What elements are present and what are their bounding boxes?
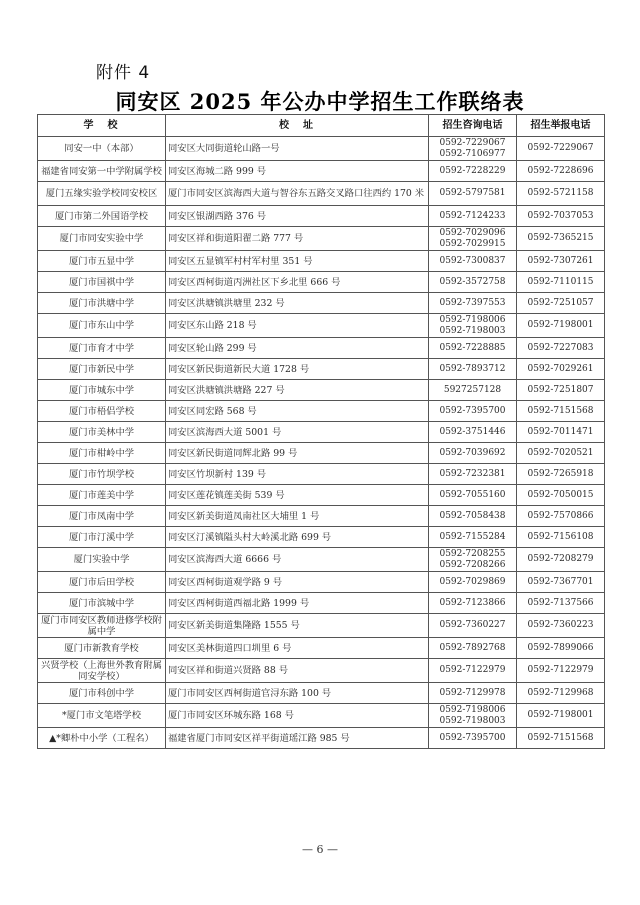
school-name-cell: ▲*卿朴中小学（工程名） bbox=[38, 728, 166, 749]
school-address-cell: 同安区西柯街道观学路 9 号 bbox=[166, 572, 429, 593]
table-row bbox=[38, 614, 605, 638]
report-phone-cell: 0592-7050015 bbox=[517, 485, 605, 506]
school-name-cell: 厦门市新民中学 bbox=[38, 359, 166, 380]
school-name-cell: 厦门市新教育学校 bbox=[38, 638, 166, 659]
school-name-cell: 厦门市城东中学 bbox=[38, 380, 166, 401]
consult-phone-cell bbox=[429, 683, 517, 704]
consult-phone-cell bbox=[429, 251, 517, 272]
consult-phone-cell bbox=[429, 464, 517, 485]
consult-phone-number: 0592-7029915 bbox=[439, 238, 506, 249]
consult-phone-number: 0592-7360227 bbox=[439, 620, 506, 630]
school-name-cell: 厦门市洪塘中学 bbox=[38, 293, 166, 314]
consult-phone-cell bbox=[429, 548, 517, 572]
report-phone-cell: 0592-7156108 bbox=[517, 527, 605, 548]
consult-phone-number: 0592-7198003 bbox=[439, 325, 506, 336]
consult-phone-number: 0592-7198006 bbox=[439, 704, 506, 715]
report-phone-cell: 0592-7229067 bbox=[517, 137, 605, 161]
school-address-cell: 同安区西柯街道丙洲社区下乡北里 666 号 bbox=[166, 272, 429, 293]
school-name-cell: 厦门实验中学 bbox=[38, 548, 166, 572]
consult-phone-number: 0592-7123866 bbox=[439, 597, 506, 608]
school-address-cell: 同安区祥和街道阳翟二路 777 号 bbox=[166, 227, 429, 251]
report-phone-cell: 0592-7037053 bbox=[517, 206, 605, 227]
report-phone-cell: 0592-7011471 bbox=[517, 422, 605, 443]
header-school: 学 校 bbox=[38, 115, 166, 137]
consult-phone-cell bbox=[429, 422, 517, 443]
school-address-cell: 同安区洪塘镇洪塘路 227 号 bbox=[166, 380, 429, 401]
school-address-cell: 厦门市同安区西柯街道官浔东路 100 号 bbox=[166, 683, 429, 704]
school-address-cell: 同安区洪塘镇洪塘里 232 号 bbox=[166, 293, 429, 314]
school-address-cell: 同安区海城二路 999 号 bbox=[166, 161, 429, 182]
consult-phone-number: 0592-7228229 bbox=[439, 165, 506, 176]
consult-phone-cell bbox=[429, 161, 517, 182]
school-name-cell: 厦门市梧侣学校 bbox=[38, 401, 166, 422]
consult-phone-number: 0592-7124233 bbox=[439, 210, 506, 221]
consult-phone-cell bbox=[429, 293, 517, 314]
school-name-cell: 厦门市育才中学 bbox=[38, 338, 166, 359]
consult-phone-number: 0592-7232381 bbox=[439, 468, 506, 479]
consult-phone-number: 0592-7029096 bbox=[439, 227, 506, 238]
document-title: 同安区 2025 年公办中学招生工作联络表 bbox=[115, 89, 525, 114]
consult-phone-cell bbox=[429, 638, 517, 659]
report-phone-cell: 0592-7307261 bbox=[517, 251, 605, 272]
report-phone-cell: 0592-7367701 bbox=[517, 572, 605, 593]
consult-phone-cell bbox=[429, 359, 517, 380]
report-phone-cell: 0592-7208279 bbox=[517, 548, 605, 572]
consult-phone-cell bbox=[429, 443, 517, 464]
school-address-cell: 厦门市同安区滨海西大道与智谷东五路交叉路口往西约 170 米 bbox=[166, 182, 429, 206]
school-address-cell: 同安区竹坝新村 139 号 bbox=[166, 464, 429, 485]
report-phone-cell: 0592-7020521 bbox=[517, 443, 605, 464]
school-address-cell: 同安区五显镇军村村军村里 351 号 bbox=[166, 251, 429, 272]
report-phone-cell: 0592-7570866 bbox=[517, 506, 605, 527]
consult-phone-number: 0592-7055160 bbox=[439, 489, 506, 500]
report-phone-cell: 0592-7151568 bbox=[517, 728, 605, 749]
consult-phone-cell bbox=[429, 272, 517, 293]
table-row bbox=[38, 548, 605, 572]
table-row bbox=[38, 704, 605, 728]
consult-phone-number: 0592-7106977 bbox=[439, 148, 506, 159]
consult-phone-cell bbox=[429, 182, 517, 206]
school-name-cell: 厦门市滨城中学 bbox=[38, 593, 166, 614]
report-phone-cell: 0592-7198001 bbox=[517, 704, 605, 728]
table-row bbox=[38, 227, 605, 251]
school-name-cell: 厦门市后田学校 bbox=[38, 572, 166, 593]
table-row bbox=[38, 251, 605, 272]
report-phone-cell: 0592-7899066 bbox=[517, 638, 605, 659]
consult-phone-cell bbox=[429, 380, 517, 401]
consult-phone-number: 5927257128 bbox=[443, 384, 502, 395]
school-address-cell: 厦门市同安区环城东路 168 号 bbox=[166, 704, 429, 728]
school-address-cell: 同安区新美街道集隆路 1555 号 bbox=[166, 614, 429, 638]
consult-phone-number: 0592-7208266 bbox=[439, 559, 506, 570]
school-address-cell: 同安区轮山路 299 号 bbox=[166, 338, 429, 359]
consult-phone-cell bbox=[429, 206, 517, 227]
school-address-cell: 同安区滨海西大道 5001 号 bbox=[166, 422, 429, 443]
report-phone-cell: 0592-7029261 bbox=[517, 359, 605, 380]
table-row bbox=[38, 182, 605, 206]
consult-phone-number: 0592-7395700 bbox=[439, 405, 506, 416]
consult-phone-number: 0592-7397553 bbox=[439, 297, 506, 308]
table-row bbox=[38, 506, 605, 527]
table-row bbox=[38, 422, 605, 443]
consult-phone-number: 0592-7229067 bbox=[439, 137, 506, 148]
consult-phone-number: 0592-7208255 bbox=[439, 548, 506, 559]
table-row bbox=[38, 338, 605, 359]
consult-phone-number: 0592-7198003 bbox=[439, 715, 506, 726]
report-phone-cell: 0592-7227083 bbox=[517, 338, 605, 359]
consult-phone-number: 0592-7198006 bbox=[439, 314, 506, 325]
consult-phone-number: 0592-5797581 bbox=[439, 188, 506, 198]
school-name-cell: 厦门市国祺中学 bbox=[38, 272, 166, 293]
page-number: — 6 — bbox=[302, 843, 338, 856]
consult-phone-cell bbox=[429, 614, 517, 638]
header-consult-phone: 招生咨询电话 bbox=[429, 115, 517, 137]
school-name-cell: 厦门五缘实验学校同安校区 bbox=[38, 182, 166, 206]
consult-phone-number: 0592-7395700 bbox=[439, 732, 506, 743]
school-address-cell: 同安区新民街道同辉北路 99 号 bbox=[166, 443, 429, 464]
report-phone-cell: 0592-7122979 bbox=[517, 659, 605, 683]
consult-phone-number: 0592-7129978 bbox=[439, 687, 506, 698]
school-name-cell: 厦门市竹坝学校 bbox=[38, 464, 166, 485]
school-address-cell: 同安区滨海西大道 6666 号 bbox=[166, 548, 429, 572]
consult-phone-cell bbox=[429, 137, 517, 161]
school-name-cell: 兴贤学校（上海世外教育附属同安学校） bbox=[38, 659, 166, 683]
school-address-cell: 同安区祥和街道兴贤路 88 号 bbox=[166, 659, 429, 683]
school-address-cell: 同安区银湖西路 376 号 bbox=[166, 206, 429, 227]
report-phone-cell: 0592-7365215 bbox=[517, 227, 605, 251]
school-name-cell: 福建省同安第一中学附属学校 bbox=[38, 161, 166, 182]
table-row bbox=[38, 464, 605, 485]
consult-phone-number: 0592-3751446 bbox=[439, 426, 506, 437]
report-phone-cell: 0592-5721158 bbox=[517, 182, 605, 206]
header-row bbox=[38, 115, 605, 137]
school-address-cell: 同安区新民街道新民大道 1728 号 bbox=[166, 359, 429, 380]
report-phone-cell: 0592-7228696 bbox=[517, 161, 605, 182]
table-row bbox=[38, 293, 605, 314]
table-row bbox=[38, 272, 605, 293]
report-phone-cell: 0592-7265918 bbox=[517, 464, 605, 485]
table-row bbox=[38, 659, 605, 683]
school-name-cell: 厦门市五显中学 bbox=[38, 251, 166, 272]
consult-phone-number: 0592-7300837 bbox=[439, 255, 506, 266]
school-name-cell: 厦门市同安区教师进修学校附属中学 bbox=[38, 614, 166, 638]
consult-phone-number: 0592-7893712 bbox=[439, 363, 506, 374]
school-name-cell: 厦门市莲美中学 bbox=[38, 485, 166, 506]
consult-phone-number: 0592-7892768 bbox=[439, 642, 506, 653]
table-row bbox=[38, 359, 605, 380]
table-row bbox=[38, 728, 605, 749]
report-phone-cell: 0592-7251057 bbox=[517, 293, 605, 314]
consult-phone-cell bbox=[429, 593, 517, 614]
contact-table bbox=[37, 114, 605, 749]
table-row bbox=[38, 593, 605, 614]
school-name-cell: 厦门市东山中学 bbox=[38, 314, 166, 338]
school-address-cell: 同安区东山路 218 号 bbox=[166, 314, 429, 338]
table-row bbox=[38, 527, 605, 548]
consult-phone-cell bbox=[429, 485, 517, 506]
report-phone-cell: 0592-7151568 bbox=[517, 401, 605, 422]
table-row bbox=[38, 638, 605, 659]
header-address: 校 址 bbox=[166, 115, 429, 137]
consult-phone-number: 0592-7228885 bbox=[439, 342, 506, 353]
consult-phone-cell bbox=[429, 659, 517, 683]
consult-phone-number: 0592-7029869 bbox=[439, 576, 506, 587]
school-address-cell: 同安区同宏路 568 号 bbox=[166, 401, 429, 422]
table-row bbox=[38, 206, 605, 227]
school-address-cell: 同安区新美街道凤南社区大埔里 1 号 bbox=[166, 506, 429, 527]
consult-phone-number: 0592-7058438 bbox=[439, 510, 506, 521]
consult-phone-cell bbox=[429, 728, 517, 749]
school-name-cell: 厦门市凤南中学 bbox=[38, 506, 166, 527]
school-address-cell: 同安区西柯街道西福北路 1999 号 bbox=[166, 593, 429, 614]
school-name-cell: 厦门市科创中学 bbox=[38, 683, 166, 704]
consult-phone-cell bbox=[429, 314, 517, 338]
consult-phone-number: 0592-7155284 bbox=[439, 531, 506, 542]
table-row bbox=[38, 443, 605, 464]
consult-phone-number: 0592-7039692 bbox=[439, 447, 506, 458]
consult-phone-cell bbox=[429, 227, 517, 251]
report-phone-cell: 0592-7110115 bbox=[517, 272, 605, 293]
school-address-cell: 同安区汀溪镇隘头村大岭溪北路 699 号 bbox=[166, 527, 429, 548]
table-row bbox=[38, 161, 605, 182]
table-row bbox=[38, 137, 605, 161]
consult-phone-cell bbox=[429, 704, 517, 728]
table-row bbox=[38, 683, 605, 704]
report-phone-cell: 0592-7129968 bbox=[517, 683, 605, 704]
school-name-cell: *厦门市文笔塔学校 bbox=[38, 704, 166, 728]
school-name-cell: 厦门市同安实验中学 bbox=[38, 227, 166, 251]
consult-phone-cell bbox=[429, 401, 517, 422]
consult-phone-number: 0592-3572758 bbox=[439, 276, 506, 287]
consult-phone-number: 0592-7122979 bbox=[439, 665, 506, 675]
school-name-cell: 厦门市美林中学 bbox=[38, 422, 166, 443]
school-name-cell: 同安一中（本部） bbox=[38, 137, 166, 161]
report-phone-cell: 0592-7137566 bbox=[517, 593, 605, 614]
table-row bbox=[38, 401, 605, 422]
table-row bbox=[38, 485, 605, 506]
consult-phone-cell bbox=[429, 338, 517, 359]
consult-phone-cell bbox=[429, 572, 517, 593]
table-row bbox=[38, 572, 605, 593]
school-address-cell: 同安区莲花镇莲美街 539 号 bbox=[166, 485, 429, 506]
school-name-cell: 厦门市汀溪中学 bbox=[38, 527, 166, 548]
attachment-label: 附件 4 bbox=[96, 63, 151, 83]
school-name-cell: 厦门市第二外国语学校 bbox=[38, 206, 166, 227]
report-phone-cell: 0592-7198001 bbox=[517, 314, 605, 338]
table-row bbox=[38, 380, 605, 401]
consult-phone-cell bbox=[429, 527, 517, 548]
table-row bbox=[38, 314, 605, 338]
school-name-cell: 厦门市柑岭中学 bbox=[38, 443, 166, 464]
consult-phone-cell bbox=[429, 506, 517, 527]
school-address-cell: 同安区美林街道四口圳里 6 号 bbox=[166, 638, 429, 659]
header-report-phone: 招生举报电话 bbox=[517, 115, 605, 137]
school-address-cell: 同安区大同街道轮山路一号 bbox=[166, 137, 429, 161]
report-phone-cell: 0592-7360223 bbox=[517, 614, 605, 638]
report-phone-cell: 0592-7251807 bbox=[517, 380, 605, 401]
school-address-cell: 福建省厦门市同安区祥平街道瑶江路 985 号 bbox=[166, 728, 429, 749]
